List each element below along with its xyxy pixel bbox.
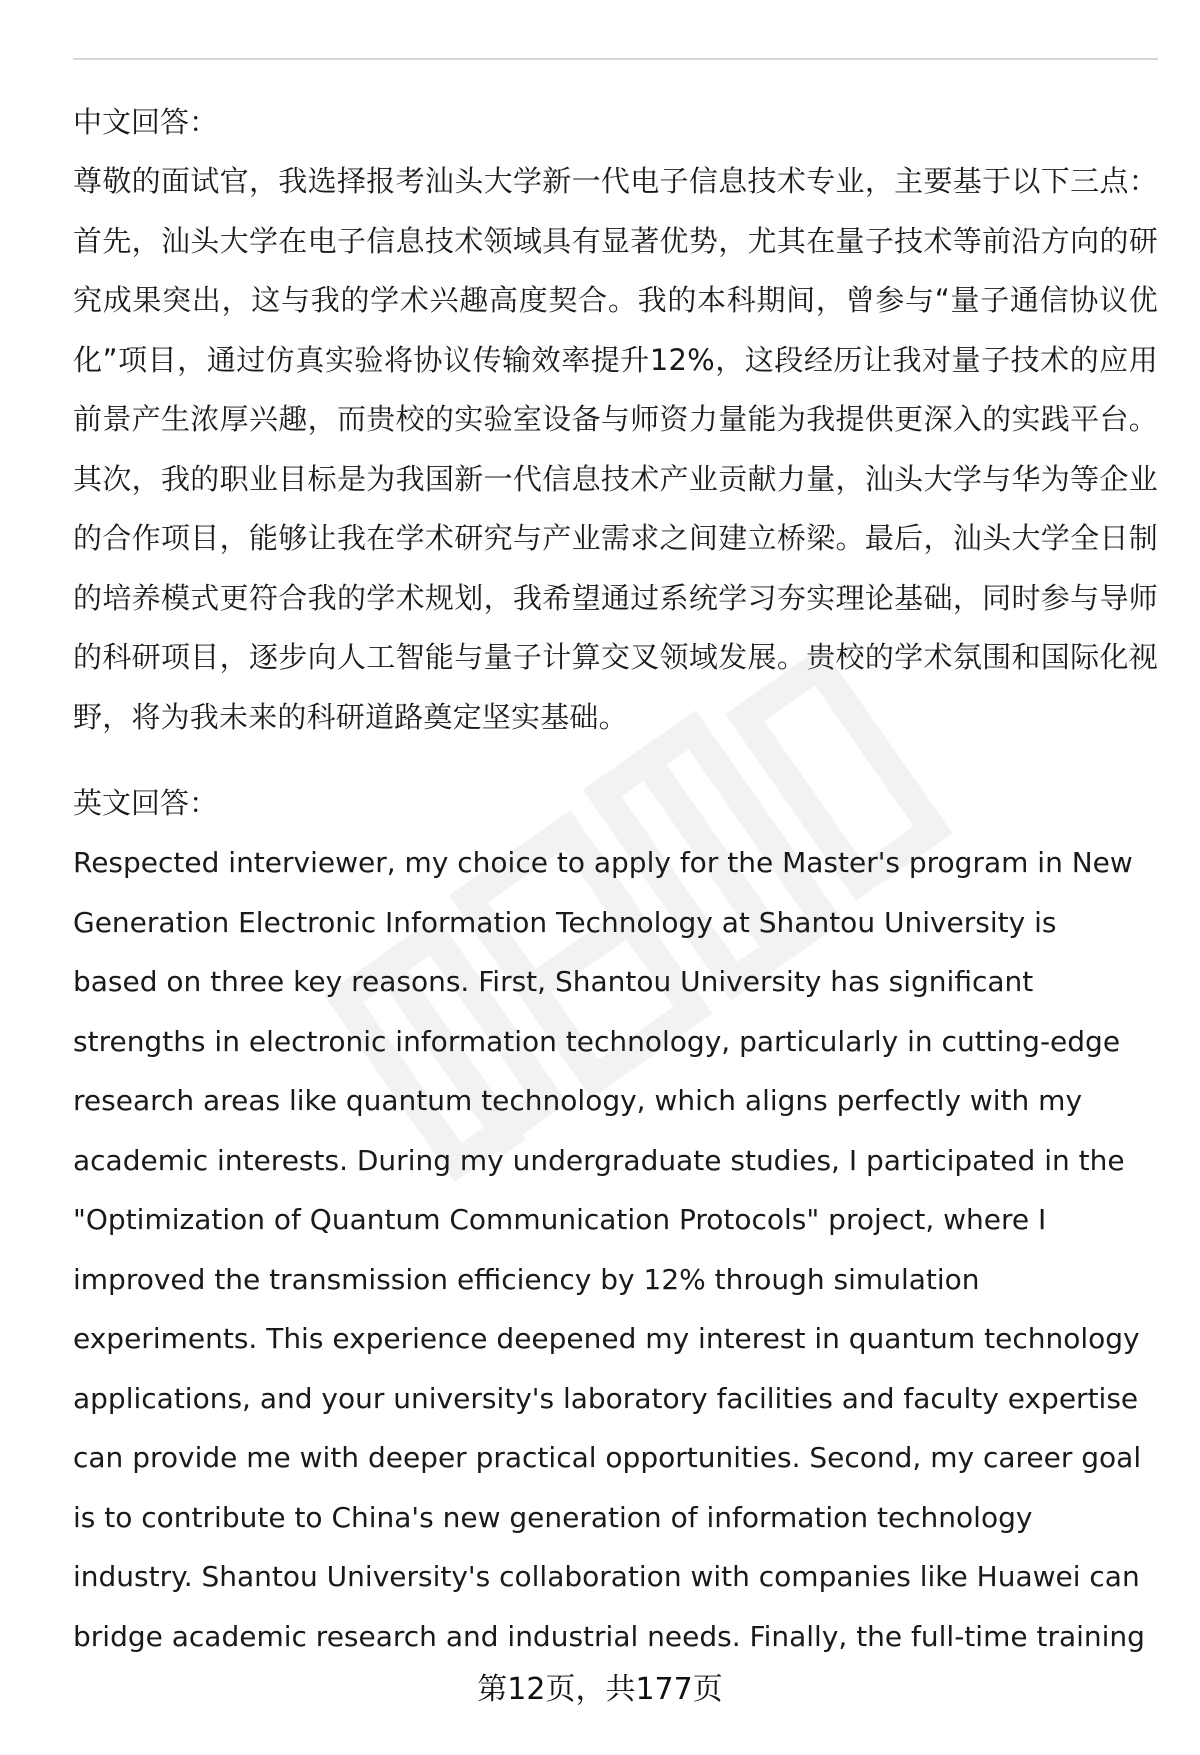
english-answer-line: Respected interviewer, my choice to apply for the Master's program in New	[73, 846, 1133, 879]
chinese-answer-text: 尊敬的面试官，我选择报考汕头大学新一代电子信息技术专业，主要基于以下三点：首先，汕头大学在电子信息技术领域具有显著优势，尤其在量子技术等前沿方向的研究成果突出，这与我的学术兴趣高度契合。我的本科期间，曾参与“量子通信协议优化”项目，通过仿真实验将协议传输效率提升12%，这段经历让我对量子技术的应用前景产生浓厚兴趣，而贵校的实验室设备与师资力量能为我提供更深入的实践平台。其次，我的职业目标是为我国新一代信息技术产业贡献力量，汕头大学与华为等企业的合作项目，能够让我在学术研究与产业需求之间建立桥梁。最后，汕头大学全日制的培养模式更符合我的学术规划，我希望通过系统学习夯实理论基础，同时参与导师的科研项目，逐步向人工智能与量子计算交叉领域发展。贵校的学术氛围和国际化视野，将为我未来的科研道路奠定坚实基础。	[73, 164, 1158, 734]
page-number: 第12页，共177页	[477, 1672, 723, 1707]
english-answer-text	[73, 833, 1158, 1666]
english-answer-line: applications, and your university's laboratory facilities and faculty expertise	[73, 1381, 1139, 1415]
english-answer-line: experiments. This experience deepened my interest in quantum technology	[73, 1322, 1140, 1355]
english-answer-line: bridge academic research and industrial needs. Finally, the full-time training	[73, 1619, 1145, 1653]
chinese-answer-label: 中文回答：	[73, 105, 219, 139]
header-divider	[73, 58, 1158, 60]
english-answer-line: industry. Shantou University's collaboration with companies like Huawei can	[73, 1560, 1140, 1593]
english-answer-line: can provide me with deeper practical opportunities. Second, my career goal	[73, 1441, 1142, 1474]
english-answer-line: based on three key reasons. First, Shantou University has significant	[73, 965, 1034, 998]
document-body	[73, 92, 1158, 1666]
english-answer-line: strengths in electronic information technology, particularly in cutting-edge	[73, 1024, 1121, 1058]
english-answer-line: improved the transmission efficiency by 12% through simulation	[73, 1262, 980, 1296]
english-answer-line: research areas like quantum technology, which aligns perfectly with my	[73, 1084, 1083, 1117]
english-answer-line: academic interests. During my undergraduate studies, I participated in the	[73, 1143, 1125, 1177]
english-answer-label: 英文回答：	[73, 786, 219, 820]
english-answer-line: is to contribute to China's new generation of information technology	[73, 1500, 1033, 1534]
english-answer-line: Generation Electronic Information Technology at Shantou University is	[73, 905, 1057, 939]
english-answer-line: "Optimization of Quantum Communication Protocols" project, where I	[73, 1203, 1047, 1236]
